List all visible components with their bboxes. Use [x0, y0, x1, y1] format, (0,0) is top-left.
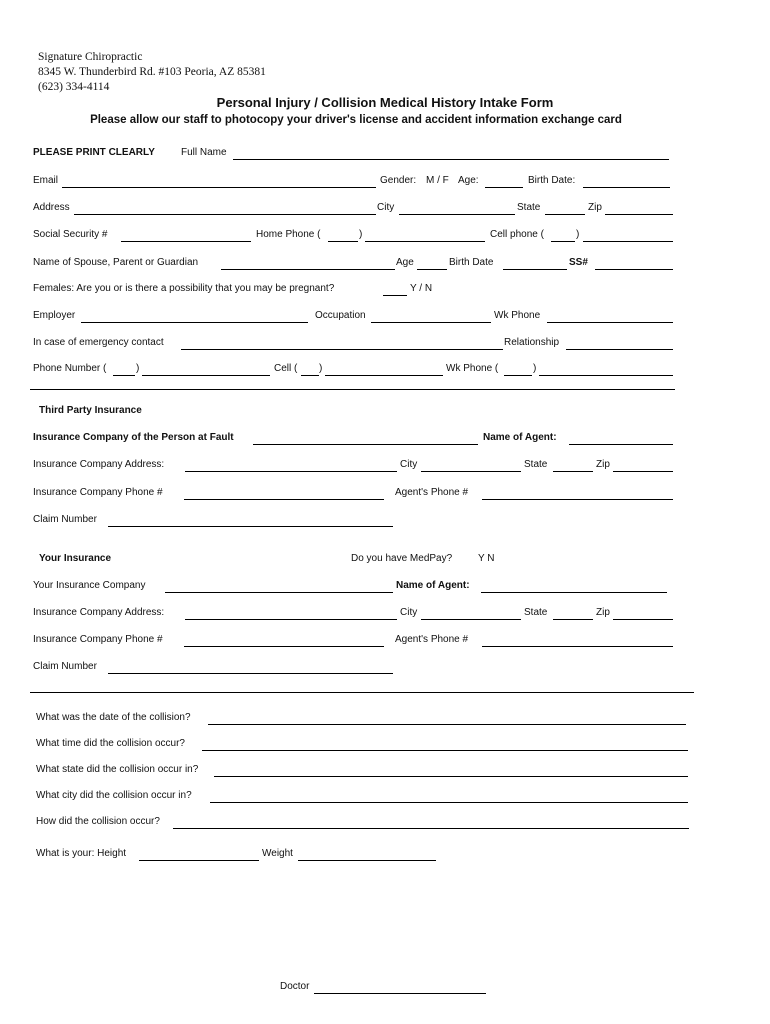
- address-row: [33, 201, 673, 217]
- doctor-signature-field[interactable]: [314, 993, 486, 994]
- home-phone-label: Home Phone (: [256, 229, 321, 240]
- yi-address-label: Insurance Company Address:: [33, 607, 165, 618]
- birth-date-field[interactable]: [583, 187, 670, 188]
- medpay-options[interactable]: Y N: [478, 553, 495, 564]
- occupation-label: Occupation: [315, 310, 366, 321]
- employer-label: Employer: [33, 310, 76, 321]
- collision-date-field[interactable]: [208, 724, 686, 725]
- relationship-label: Relationship: [504, 337, 560, 348]
- yi-claim-label: Claim Number: [33, 661, 97, 672]
- ssn-label: Social Security #: [33, 229, 108, 240]
- cell-area-field[interactable]: [301, 375, 319, 376]
- wk-phone2-close: ): [533, 363, 537, 374]
- birth-date-label: Birth Date:: [528, 175, 576, 186]
- tp-phone-row: [33, 486, 673, 502]
- tp-company-row: [33, 431, 673, 447]
- age-label: Age:: [458, 175, 479, 186]
- wk-phone2-field[interactable]: [539, 375, 673, 376]
- zip-field[interactable]: [605, 214, 673, 215]
- tp-zip-field[interactable]: [613, 471, 673, 472]
- weight-label: Weight: [262, 848, 293, 859]
- tp-agent-phone-field[interactable]: [482, 499, 673, 500]
- tp-phone-label: Insurance Company Phone #: [33, 487, 163, 498]
- ssn-field[interactable]: [121, 241, 251, 242]
- phone-close: ): [136, 363, 140, 374]
- cell-phone-area-field[interactable]: [551, 241, 575, 242]
- yi-company-row: [33, 579, 673, 595]
- doctor-label: Doctor: [280, 981, 310, 992]
- gender-options[interactable]: M / F: [426, 175, 449, 186]
- cell-label: Cell (: [274, 363, 298, 374]
- yi-city-field[interactable]: [421, 619, 521, 620]
- practice-phone: (623) 334-4114: [38, 81, 110, 93]
- occupation-field[interactable]: [371, 322, 491, 323]
- collision-city-field[interactable]: [210, 802, 688, 803]
- cell-phone-label: Cell phone (: [490, 229, 544, 240]
- email-label: Email: [33, 175, 59, 186]
- yi-claim-field[interactable]: [108, 673, 393, 674]
- address-label: Address: [33, 202, 70, 213]
- phone-number-field[interactable]: [142, 375, 270, 376]
- zip-label: Zip: [588, 202, 602, 213]
- height-field[interactable]: [139, 860, 259, 861]
- yi-city-label: City: [400, 607, 418, 618]
- tp-address-label: Insurance Company Address:: [33, 459, 165, 470]
- employer-field[interactable]: [81, 322, 308, 323]
- collision-state-label: What state did the collision occur in?: [36, 764, 199, 775]
- email-row: [33, 174, 673, 190]
- yi-agent-name-label: Name of Agent:: [396, 580, 470, 591]
- tp-state-label: State: [524, 459, 548, 470]
- collision-date-label: What was the date of the collision?: [36, 712, 191, 723]
- collision-time-label: What time did the collision occur?: [36, 738, 185, 749]
- height-label: What is your: Height: [36, 848, 127, 859]
- collision-date-row: [36, 711, 691, 727]
- doctor-row: [280, 980, 490, 996]
- wk-phone-field[interactable]: [547, 322, 673, 323]
- tp-address-row: [33, 458, 673, 474]
- tp-phone-field[interactable]: [184, 499, 384, 500]
- yi-zip-label: Zip: [596, 607, 610, 618]
- form-subtitle: Please allow our staff to photocopy your driver's license and accident information exchange card: [90, 114, 622, 126]
- yi-state-label: State: [524, 607, 548, 618]
- cell-close: ): [319, 363, 323, 374]
- collision-time-row: [36, 737, 691, 753]
- collision-city-label: What city did the collision occur in?: [36, 790, 192, 801]
- tp-city-field[interactable]: [421, 471, 521, 472]
- practice-name: Signature Chiropractic: [38, 51, 143, 63]
- yi-state-field[interactable]: [553, 619, 593, 620]
- yi-address-field[interactable]: [185, 619, 397, 620]
- age2-label: Age: [396, 257, 414, 268]
- birth-date2-label: Birth Date: [449, 257, 494, 268]
- tp-address-field[interactable]: [185, 471, 397, 472]
- tp-state-field[interactable]: [553, 471, 593, 472]
- tp-claim-label: Claim Number: [33, 514, 97, 525]
- home-phone-field[interactable]: [365, 241, 485, 242]
- section-divider-1: [30, 389, 675, 390]
- phone-number-label: Phone Number (: [33, 363, 107, 374]
- yi-address-row: [33, 606, 673, 622]
- collision-time-field[interactable]: [202, 750, 688, 751]
- cell-phone-close: ): [576, 229, 580, 240]
- employer-row: [33, 309, 673, 325]
- collision-city-row: [36, 789, 691, 805]
- full-name-field[interactable]: [233, 159, 669, 160]
- birth-date2-field[interactable]: [503, 269, 567, 270]
- city-label: City: [377, 202, 395, 213]
- height-weight-row: [36, 847, 691, 863]
- cell-field[interactable]: [325, 375, 443, 376]
- form-title: Personal Injury / Collision Medical History Intake Form: [216, 95, 554, 110]
- tp-agent-phone-label: Agent's Phone #: [395, 487, 469, 498]
- wk-phone2-label: Wk Phone (: [446, 363, 499, 374]
- pregnancy-field[interactable]: [383, 295, 407, 296]
- emergency-field[interactable]: [181, 349, 503, 350]
- pregnancy-options[interactable]: Y / N: [410, 283, 433, 294]
- yi-zip-field[interactable]: [613, 619, 673, 620]
- weight-field[interactable]: [298, 860, 436, 861]
- age2-field[interactable]: [417, 269, 447, 270]
- phone-number-row: [33, 362, 673, 378]
- practice-address: 8345 W. Thunderbird Rd. #103 Peoria, AZ 85381: [38, 66, 266, 78]
- spouse-field[interactable]: [221, 269, 395, 270]
- spouse-row: [33, 256, 673, 272]
- collision-how-label: How did the collision occur?: [36, 816, 160, 827]
- state-label: State: [517, 202, 541, 213]
- city-field[interactable]: [399, 214, 515, 215]
- tp-zip-label: Zip: [596, 459, 610, 470]
- yi-agent-name-field[interactable]: [481, 592, 667, 593]
- spouse-label: Name of Spouse, Parent or Guardian: [33, 257, 199, 268]
- section-divider-2: [30, 692, 694, 693]
- pregnancy-row: [33, 282, 673, 298]
- collision-how-field[interactable]: [173, 828, 689, 829]
- ss-field[interactable]: [595, 269, 673, 270]
- tp-company-field[interactable]: [253, 444, 478, 445]
- tp-city-label: City: [400, 459, 418, 470]
- pregnancy-question: Females: Are you or is there a possibility that you may be pregnant?: [33, 283, 335, 294]
- gender-label: Gender:: [380, 175, 417, 186]
- email-field[interactable]: [62, 187, 376, 188]
- yi-company-field[interactable]: [165, 592, 393, 593]
- yi-phone-label: Insurance Company Phone #: [33, 634, 163, 645]
- your-insurance-heading: Your Insurance: [39, 553, 112, 564]
- relationship-field[interactable]: [566, 349, 673, 350]
- home-phone-area-field[interactable]: [328, 241, 358, 242]
- collision-state-field[interactable]: [214, 776, 688, 777]
- tp-claim-row: [33, 513, 673, 529]
- state-field[interactable]: [545, 214, 585, 215]
- yi-phone-field[interactable]: [184, 646, 384, 647]
- print-clearly-label: PLEASE PRINT CLEARLY: [33, 147, 155, 158]
- tp-claim-field[interactable]: [108, 526, 393, 527]
- full-name-row: [33, 146, 673, 162]
- collision-state-row: [36, 763, 691, 779]
- emergency-label: In case of emergency contact: [33, 337, 164, 348]
- medpay-label: Do you have MedPay?: [351, 553, 453, 564]
- yi-company-label: Your Insurance Company: [33, 580, 146, 591]
- collision-how-row: [36, 815, 691, 831]
- full-name-label: Full Name: [181, 147, 227, 158]
- third-party-heading: Third Party Insurance: [39, 405, 142, 416]
- tp-agent-name-label: Name of Agent:: [483, 432, 557, 443]
- ssn-row: [33, 228, 673, 244]
- your-insurance-header-row: [33, 552, 673, 568]
- yi-agent-phone-label: Agent's Phone #: [395, 634, 469, 645]
- home-phone-close: ): [359, 229, 363, 240]
- ss-label: SS#: [569, 257, 588, 268]
- wk-phone-label: Wk Phone: [494, 310, 541, 321]
- yi-phone-row: [33, 633, 673, 649]
- yi-agent-phone-field[interactable]: [482, 646, 673, 647]
- wk-phone2-area-field[interactable]: [504, 375, 532, 376]
- tp-agent-name-field[interactable]: [569, 444, 673, 445]
- age-field[interactable]: [485, 187, 523, 188]
- phone-area-field[interactable]: [113, 375, 135, 376]
- tp-company-label: Insurance Company of the Person at Fault: [33, 432, 234, 443]
- emergency-row: [33, 336, 673, 352]
- address-field[interactable]: [74, 214, 376, 215]
- yi-claim-row: [33, 660, 673, 676]
- cell-phone-field[interactable]: [583, 241, 673, 242]
